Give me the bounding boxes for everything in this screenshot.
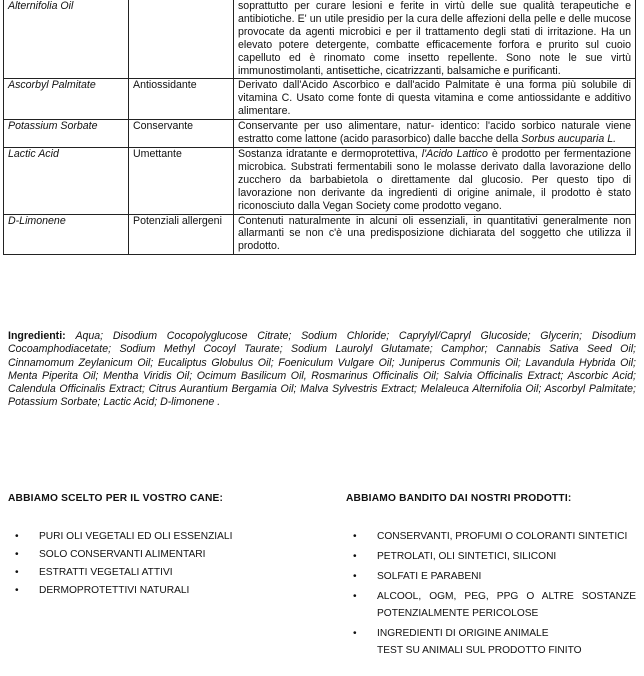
list-item-text: DERMOPROTETTIVI NATURALI [39, 585, 190, 596]
description-text: è prodotto per fermentazione microbica. Substrati fermentabili sono le molasse derivato dalla lavorazione dello zucchero da barbabietola o direttamente dal glucosio. Per questo tipo di lavorazione non derivante da ingredienti di origine animale, il prodotto è stato riconosciuto dalla Vegan Society come prodotto vegano. [238, 147, 632, 212]
ingredient-name: Alternifolia Oil [4, 0, 129, 79]
description-text: Conservante per uso alimentare, natur- identico: l'acido sorbico naturale viene estratto come lattone (acido parasorbico) dalle bacche della [238, 120, 631, 146]
ingredient-name: Ascorbyl Palmitate [4, 79, 129, 120]
banned-section [346, 493, 636, 659]
bullet-icon: • [15, 567, 19, 578]
list-item-text: SOLO CONSERVANTI ALIMENTARI [39, 549, 206, 560]
list-item [15, 582, 308, 599]
ingredient-function: Conservante [129, 120, 234, 148]
bullet-icon: • [15, 549, 19, 560]
ingredient-description [234, 120, 636, 148]
chosen-list [8, 528, 308, 599]
ingredients-paragraph [8, 330, 636, 410]
ingredient-description [234, 147, 636, 214]
ingredient-name: D-Limonene [4, 214, 129, 255]
chosen-title: ABBIAMO SCELTO PER IL VOSTRO CANE: [8, 493, 224, 504]
list-item [15, 528, 308, 545]
bullet-icon: • [15, 585, 19, 596]
ingredient-description: soprattutto per curare lesioni e ferite in virtù delle sue qualità terapeutiche e antibiotiche. E' un utile presidio per la cura delle affezioni della pelle e delle mucose provocate da agenti microbici e per il trattamento degli stati di irritazione. Ha un elevato potere detergente, combatte efficacemente forfora e prurito sul cuoio capelluto ed è rinomato come insetto repellente. Sono note le sue virtù immunostimolanti, antisettiche, cicatrizzanti, balsamiche e purificanti. [234, 0, 636, 79]
chosen-section [8, 493, 308, 600]
ingredient-function: Potenziali allergeni [129, 214, 234, 255]
bullet-icon: • [353, 628, 357, 639]
ingredient-function [129, 0, 234, 79]
list-item [353, 588, 636, 622]
ingredient-function: Umettante [129, 147, 234, 214]
bullet-icon: • [353, 551, 357, 562]
bullet-icon: • [15, 531, 19, 542]
ingredient-name: Potassium Sorbate [4, 120, 129, 148]
bullet-icon: • [353, 591, 357, 602]
list-item-text: PURI OLI VEGETALI ED OLI ESSENZIALI [39, 531, 233, 542]
description-text: Sostanza idratante e dermoprotettiva, [238, 147, 422, 160]
ingredients-label: Ingredienti: [8, 330, 66, 342]
ingredients-text: Aqua; Disodium Cocopolyglucose Citrate; Sodium Chloride; Caprylyl/Capryl Glucoside; Glycerin; Disodium Cocoamphodiacetate; Sodium Methyl Cocoyl Taurate; Sodium Laurolyl Glutamate; Camphor; Cannabis Sativa Seed Oil; Cinnamomum Zeylanicum Oil; Eucaliptus Globulus Oil; Foeniculum Vulgare Oil; Juniperus Communis Oil; Lavandula Hybrida Oil; Menta Piperita Oil; Mentha Viridis Oil; Ocimum Basilicum Oil, Rosmarinus Officinalis Oil; Salvia Officinalis Extract; Ascorbic Acid; Calendula Officinalis Extract; Citrus Aurantium Bergamia Oil; Malva Sylvestris Extract; Melaleuca Alternifolia Oil; Ascorbyl Palmitate; Potassium Sorbate; Lactic Acid; D-limonene . [8, 330, 636, 409]
ingredient-description: Derivato dall'Acido Ascorbico e dall'acido Palmitate è una forma più solubile di vitamina C. Usato come fonte di questa vitamina e come antiossidante e additivo alimentare. [234, 79, 636, 120]
banned-list [346, 528, 636, 642]
ingredient-name: Lactic Acid [4, 147, 129, 214]
ingredient-description: Contenuti naturalmente in alcuni oli essenziali, in quantitativi generalmente non allarmanti se non c'è una predisposizione dichiarata del soggetto che utilizza il prodotto. [234, 214, 636, 255]
description-italic: l'Acido Lattico [421, 147, 488, 160]
list-item-text: ESTRATTI VEGETALI ATTIVI [39, 567, 173, 578]
list-item [353, 528, 636, 545]
bullet-icon: • [353, 571, 357, 582]
list-item [15, 564, 308, 581]
table-row [4, 147, 636, 214]
list-item-text: ALCOOL, OGM, PEG, PPG O ALTRE SOSTANZE POTENZIALMENTE PERICOLOSE [377, 591, 636, 619]
bullet-icon: • [353, 531, 357, 542]
list-item-text: PETROLATI, OLI SINTETICI, SILICONI [377, 551, 557, 562]
table-row [4, 0, 636, 79]
ingredient-function: Antiossidante [129, 79, 234, 120]
table-row [4, 120, 636, 148]
list-item-text: CONSERVANTI, PROFUMI O COLORANTI SINTETICI [377, 531, 628, 542]
list-item-text: SOLFATI E PARABENI [377, 571, 482, 582]
table-row [4, 79, 636, 120]
list-item [353, 625, 636, 642]
list-item [353, 568, 636, 585]
ingredient-table [3, 0, 636, 255]
table-row [4, 214, 636, 255]
banned-tail-item: TEST SU ANIMALI SUL PRODOTTO FINITO [377, 645, 582, 656]
description-italic: Sorbus aucuparia L. [521, 133, 617, 146]
list-item-text: INGREDIENTI DI ORIGINE ANIMALE [377, 628, 549, 639]
list-item [353, 548, 636, 565]
banned-title: ABBIAMO BANDITO DAI NOSTRI PRODOTTI: [346, 493, 572, 504]
list-item [15, 546, 308, 563]
